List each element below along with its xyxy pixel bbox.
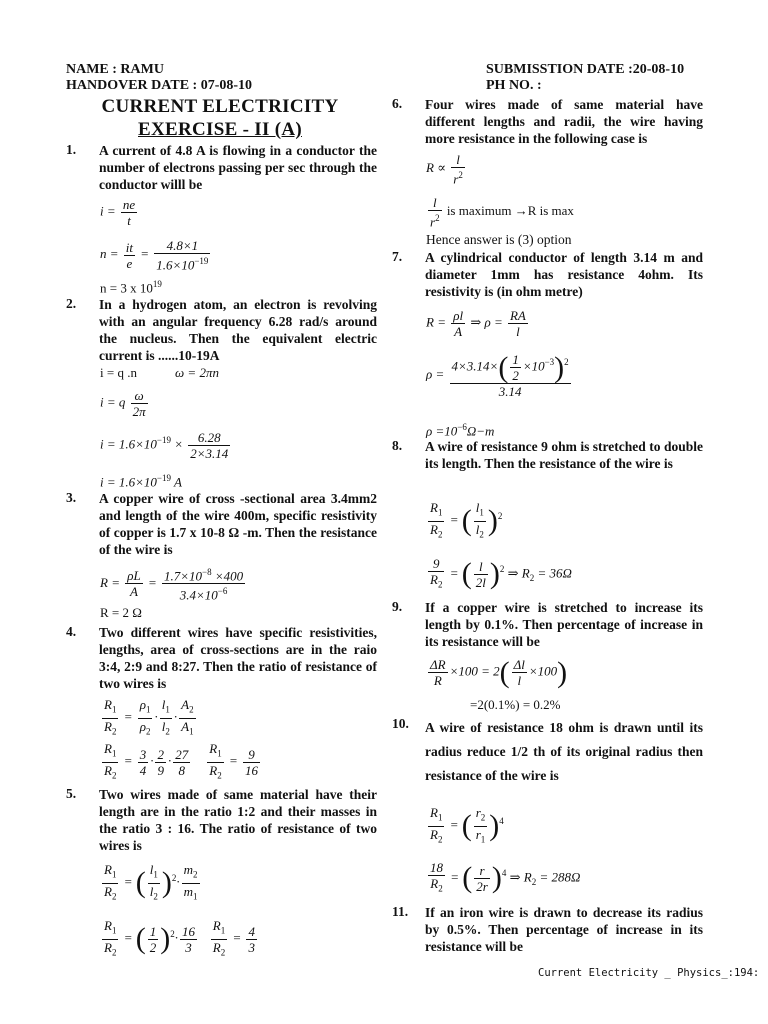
formula: $\frac{R_1}{R_2}$ = $\frac{\rho_1}{\rho_2}$ · $\frac{l_1}{l_2}$ · $\frac{A_2}{A_1}$ — [104, 697, 194, 737]
formula: R ∝ $\frac{l}{r^2}$ — [426, 152, 463, 187]
formula: $\frac{R_1}{R_2}$ = ( $\frac{r_2}{r_1}$ )$^4$ — [430, 805, 504, 845]
answer-line: R = 2 Ω — [100, 605, 142, 620]
question-number: 1. — [66, 142, 77, 157]
question-text: If a copper wire is stretched to increase its length by 0.1%. Then percentage of increase in its resistance will be — [425, 600, 703, 649]
phone-number: PH NO. : — [486, 78, 542, 93]
submission-date: SUBMISSTION DATE :20-08-10 — [486, 62, 685, 77]
formula: $\rho =10^{-6}\Omega-m$ — [426, 422, 495, 439]
formula: $i = 1.6\times 10^{-19}$ A — [100, 473, 182, 490]
question-number: 8. — [392, 438, 403, 453]
formula: $\frac{R_1}{R_2}$ = ( $\frac{l_1}{l_2}$ )$^2$ — [430, 500, 503, 540]
formula: i = q .n — [100, 365, 137, 380]
question-number: 2. — [66, 296, 77, 311]
formula: $\frac{R_1}{R_2}$ = $\frac{3}{4}$ · $\frac{2}{9}$ · $\frac{27}{8}$ $\frac{R_1}{R_2}$ = $\frac{9}{16}$ — [104, 741, 258, 781]
formula: ω = 2πn — [175, 365, 219, 380]
formula: $\frac{\Delta R}{R}$ ×100 = 2( $\frac{\Delta l}{l}$ ×100) — [430, 655, 568, 689]
question-text: If an iron wire is drawn to decrease its radius by 0.5%. Then percentage of increase in its resistance will be — [425, 905, 703, 954]
formula: $\frac{R_1}{R_2}$ = ( $\frac{1}{2}$ )$^2$· $\frac{16}{3}$ $\frac{R_1}{R_2}$ = $\frac{4}{3}$ — [104, 918, 255, 958]
formula: i = q $\frac{\omega}{2\pi}$ — [100, 388, 146, 419]
question-number: 5. — [66, 786, 77, 801]
question-text: A copper wire of cross -sectional area 3.4mm2 and length of the wire 400m, specific resistivity of copper is 1.7 x 10-8 Ω -m. Then the resistance of the wire is — [99, 491, 377, 557]
formula: $i = 1.6\times 10^{-19}$ × $\frac{6.28}{2\times 3.14}$ — [100, 430, 229, 461]
question-number: 11. — [392, 904, 409, 919]
question-number: 6. — [392, 96, 403, 111]
handover-date: HANDOVER DATE : 07-08-10 — [66, 78, 253, 93]
answer-line: n = 3 x $10^{19}$ — [100, 279, 162, 296]
formula: $\frac{R_1}{R_2}$ = ( $\frac{l_1}{l_2}$ )$^2$· $\frac{m_2}{m_1}$ — [104, 862, 198, 902]
answer-line: Hence answer is (3) option — [426, 232, 572, 247]
question-text: A current of 4.8 A is flowing in a conductor the number of electrons passing per sec through the conductor willl be — [99, 143, 377, 192]
formula: i = $\frac{ne}{t}$ — [100, 197, 136, 228]
formula: n = $\frac{it}{e}$ = $\frac{4.8\times 1}{1.6\times 10^{-19}}$ — [100, 238, 209, 273]
formula: R = $\frac{\rho L}{A}$ = $\frac{1.7\times 10^{-8} \times 400}{3.4\times 10^{-6}}$ — [100, 567, 244, 603]
question-text: A wire of resistance 18 ohm is drawn until its radius reduce 1/2 th of its original radius then resistance of the wire is — [425, 720, 703, 783]
page-title: CURRENT ELECTRICITY — [101, 96, 339, 117]
question-number: 3. — [66, 490, 77, 505]
answer-line: =2(0.1%) = 0.2% — [470, 697, 561, 712]
question-number: 7. — [392, 249, 403, 264]
question-number: 9. — [392, 599, 403, 614]
question-text: A cylindrical conductor of length 3.14 m and diameter 1mm has resistance 4ohm. Its resistivity is (in ohm metre) — [425, 250, 703, 299]
question-text: A wire of resistance 9 ohm is stretched to double its length. Then the resistance of the wire is — [425, 439, 703, 471]
question-number: 4. — [66, 624, 77, 639]
question-text: Two wires made of same material have their length are in the ratio 1:2 and their masses in the ratio 3 : 16. The ratio of resistance of two wires is — [99, 787, 377, 853]
page-footer: Current Electricity _ Physics_:194: — [538, 967, 760, 979]
question-text: Four wires made of same material have different lengths and radii, the wire having more resistance in the following case is — [425, 97, 703, 146]
question-text: Two different wires have specific resistivities, lengths, area of cross-sections are in the raio 3:4, 2:9 and 8:27. Then the ratio of resistance of two wires is — [99, 625, 377, 691]
page-subtitle: EXERCISE - II (A) — [138, 119, 302, 140]
question-number: 10. — [392, 716, 409, 731]
formula: R = $\frac{\rho l}{A}$ ⇒ ρ = $\frac{RA}{l}$ — [426, 308, 526, 339]
question-text: In a hydrogen atom, an electron is revolving with an angular frequency 6.28 rad/s around the nucleus. Then the equivalent electric current is ......10-19A — [99, 297, 377, 363]
formula: ρ = 4×3.14×( $\frac{1}{2}$ $\times 10^{-3})^2$ 3.14 — [426, 350, 569, 399]
student-name: NAME : RAMU — [66, 62, 164, 77]
formula: $\frac{18}{R_2}$ = ( $\frac{r}{2r}$ )$^4$ ⇒ $R_2 = 288\Omega$ — [430, 860, 581, 895]
formula: $\frac{l}{r^2}$ is maximum →R is max — [430, 195, 574, 230]
formula: $\frac{9}{R_2}$ = ( $\frac{l}{2l}$ )$^2$ ⇒ $R_2 = 36\Omega$ — [430, 556, 572, 591]
